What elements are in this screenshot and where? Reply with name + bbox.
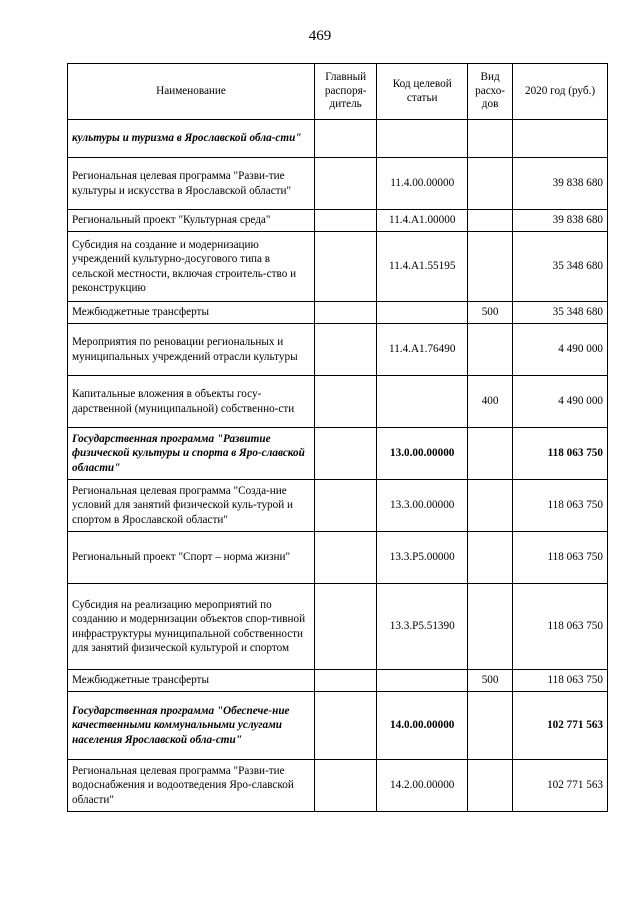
cell-main-manager [315,210,377,232]
table-row [68,760,608,812]
cell-name: Субсидия на реализацию мероприятий по созданию и модернизации объектов спор-тивной инфраструктуры муниципальной собственности для занятий физической культурой и спортом [68,584,315,670]
header-year-amount: 2020 год (руб.) [513,64,608,120]
cell-main-manager [315,120,377,158]
page-number: 469 [308,28,332,44]
cell-target-code: 13.3.P5.51390 [377,584,468,670]
table-row [68,480,608,532]
cell-main-manager [315,480,377,532]
cell-name: Государственная программа "Развитие физической культуры и спорта в Яро-славской области" [68,428,315,480]
table-row [68,324,608,376]
cell-target-code: 13.3.P5.00000 [377,532,468,584]
cell-expense-type [468,324,513,376]
cell-name: Субсидия на создание и модернизацию учреждений культурно-досугового типа в сельской местности, включая строитель-ство и реконструкцию [68,232,315,302]
table-row [68,532,608,584]
cell-name: Региональная целевая программа "Созда-ние условий для занятий физической куль-турой и спортом в Ярославской области" [68,480,315,532]
cell-expense-type: 500 [468,302,513,324]
cell-main-manager [315,302,377,324]
table-header-row [68,64,608,120]
cell-target-code: 11.4.00.00000 [377,158,468,210]
cell-expense-type: 500 [468,670,513,692]
cell-name: Межбюджетные трансферты [68,302,315,324]
cell-name: Капитальные вложения в объекты госу-дарственной (муниципальной) собственно-сти [68,376,315,428]
cell-name: Региональный проект "Культурная среда" [68,210,315,232]
header-target-code: Код целевой статьи [377,64,468,120]
cell-main-manager [315,760,377,812]
cell-name: Региональная целевая программа "Разви-тие культуры и искусства в Ярославской области" [68,158,315,210]
table-row [68,670,608,692]
cell-main-manager [315,670,377,692]
cell-expense-type [468,760,513,812]
budget-table [67,63,608,812]
cell-expense-type [468,584,513,670]
cell-amount: 4 490 000 [513,324,608,376]
table-row [68,120,608,158]
cell-amount: 39 838 680 [513,158,608,210]
cell-main-manager [315,324,377,376]
cell-expense-type [468,158,513,210]
cell-name: Межбюджетные трансферты [68,670,315,692]
cell-main-manager [315,232,377,302]
table-body [68,120,608,812]
table-row [68,232,608,302]
cell-main-manager [315,584,377,670]
cell-main-manager [315,532,377,584]
table-row [68,376,608,428]
cell-target-code [377,376,468,428]
cell-amount [513,120,608,158]
cell-expense-type [468,692,513,760]
cell-target-code: 14.2.00.00000 [377,760,468,812]
cell-target-code [377,302,468,324]
cell-expense-type: 400 [468,376,513,428]
cell-amount: 4 490 000 [513,376,608,428]
cell-name: Региональный проект "Спорт – норма жизни" [68,532,315,584]
cell-expense-type [468,232,513,302]
cell-expense-type [468,532,513,584]
cell-amount: 118 063 750 [513,584,608,670]
header-name: Наименование [68,64,315,120]
cell-expense-type [468,120,513,158]
cell-main-manager [315,158,377,210]
cell-target-code: 11.4.A1.55195 [377,232,468,302]
cell-amount: 39 838 680 [513,210,608,232]
cell-target-code: 14.0.00.00000 [377,692,468,760]
cell-main-manager [315,428,377,480]
cell-target-code [377,670,468,692]
cell-amount: 35 348 680 [513,302,608,324]
cell-expense-type [468,428,513,480]
cell-amount: 118 063 750 [513,428,608,480]
cell-target-code: 13.0.00.00000 [377,428,468,480]
cell-main-manager [315,692,377,760]
cell-amount: 118 063 750 [513,480,608,532]
table-row [68,158,608,210]
cell-name: Региональная целевая программа "Разви-тие водоснабжения и водоотведения Яро-славской области" [68,760,315,812]
cell-amount: 102 771 563 [513,692,608,760]
cell-name: Государственная программа "Обеспече-ние качественными коммунальными услугами населения Ярославской обла-сти" [68,692,315,760]
cell-expense-type [468,480,513,532]
cell-target-code: 13.3.00.00000 [377,480,468,532]
cell-amount: 118 063 750 [513,670,608,692]
header-expense-type: Вид расхо-дов [468,64,513,120]
cell-name: культуры и туризма в Ярославской обла-сти" [68,120,315,158]
table-row [68,210,608,232]
table-row [68,302,608,324]
cell-main-manager [315,376,377,428]
header-main-manager: Главный распоря-дитель [315,64,377,120]
cell-name: Мероприятия по реновации региональных и муниципальных учреждений отрасли культуры [68,324,315,376]
cell-target-code [377,120,468,158]
cell-target-code: 11.4.A1.00000 [377,210,468,232]
cell-amount: 35 348 680 [513,232,608,302]
cell-amount: 118 063 750 [513,532,608,584]
cell-amount: 102 771 563 [513,760,608,812]
cell-expense-type [468,210,513,232]
table-row [68,584,608,670]
cell-target-code: 11.4.A1.76490 [377,324,468,376]
table-row [68,428,608,480]
table-row [68,692,608,760]
